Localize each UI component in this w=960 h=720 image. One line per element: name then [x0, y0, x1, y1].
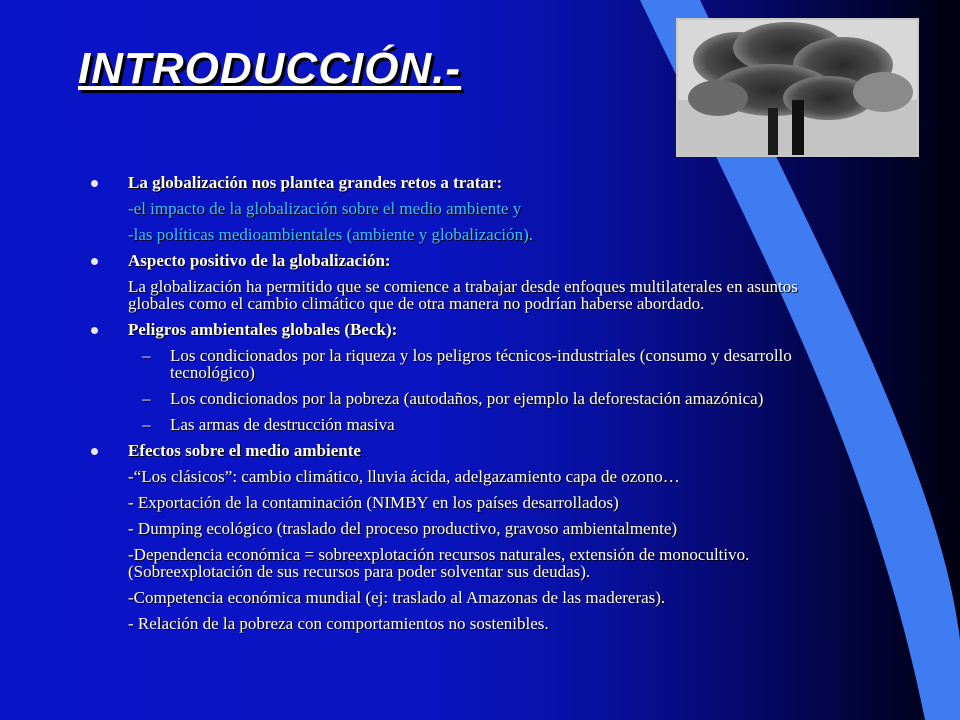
bullet-heading: Aspecto positivo de la globalización:	[128, 251, 391, 270]
bullet-environment-effects	[98, 442, 838, 459]
text-line: -el impacto de la globalización sobre el medio ambiente y	[128, 199, 522, 218]
bullet-icon	[91, 258, 98, 265]
bullet-positive-aspect	[98, 252, 838, 269]
bullet-heading: Efectos sobre el medio ambiente	[128, 441, 361, 460]
dash-marker: –	[142, 415, 151, 434]
bullet-heading: La globalización nos plantea grandes retos a tratar:	[128, 173, 503, 192]
text-line: - Relación de la pobreza con comportamientos no sostenibles.	[128, 614, 549, 633]
bullet-icon	[91, 180, 98, 187]
text-line: -“Los clásicos”: cambio climático, lluvia ácida, adelgazamiento capa de ozono…	[128, 467, 680, 486]
sub-item-text: Los condicionados por la riqueza y los peligros técnicos-industriales (consumo y desarrollo tecnológico)	[170, 346, 792, 382]
text-line: -Dependencia económica = sobreexplotación recursos naturales, extensión de monocultivo. (Sobreexplotación de sus recursos para poder solventar sus deudas).	[128, 545, 750, 581]
text-line: - Dumping ecológico (traslado del proceso productivo, gravoso ambientalmente)	[128, 519, 678, 538]
bullet-heading: Peligros ambientales globales (Beck):	[128, 320, 398, 339]
slide-title: INTRODUCCIÓN.-	[78, 44, 462, 93]
sub-item	[142, 346, 838, 382]
sub-item-text: Las armas de destrucción masiva	[170, 415, 395, 434]
sub-item	[142, 389, 838, 408]
bullet-global-dangers	[98, 321, 838, 338]
dash-marker: –	[142, 389, 151, 408]
bullet-globalization	[98, 174, 838, 191]
text-line: -Competencia económica mundial (ej: traslado al Amazonas de las madereras).	[128, 588, 666, 607]
slide-body	[98, 174, 838, 641]
dash-marker: –	[142, 346, 151, 365]
sub-item-text: Los condicionados por la pobreza (autodaños, por ejemplo la deforestación amazónica)	[170, 389, 764, 408]
smokestack-photo	[676, 18, 919, 157]
sub-item	[142, 415, 838, 434]
text-line: -las políticas medioambientales (ambiente y globalización).	[128, 225, 534, 244]
text-line: - Exportación de la contaminación (NIMBY en los países desarrollados)	[128, 493, 619, 512]
bullet-icon	[91, 448, 98, 455]
bullet-icon	[91, 327, 98, 334]
text-paragraph: La globalización ha permitido que se comience a trabajar desde enfoques multilaterales en asuntos globales como el cambio climático que de otra manera no podrían haberse abordado.	[128, 277, 798, 313]
